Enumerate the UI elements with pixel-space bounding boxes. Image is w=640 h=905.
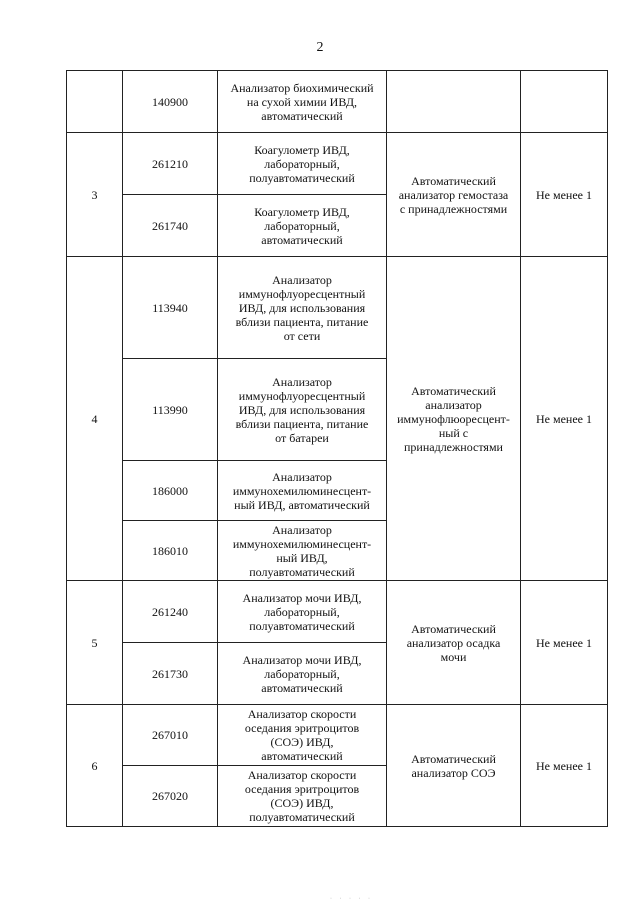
device-name-cell: Анализатор иммунохемилюминесцент- ный ИВД, автоматический (218, 461, 387, 521)
group-number-cell: 3 (67, 133, 123, 257)
code-cell: 140900 (123, 71, 218, 133)
table-row (67, 133, 608, 195)
quantity-cell (521, 71, 608, 133)
group-number-cell: 6 (67, 705, 123, 827)
category-cell (387, 71, 521, 133)
device-name-cell: Анализатор биохимический на сухой химии ИВД, автоматический (218, 71, 387, 133)
table-row (67, 257, 608, 359)
code-cell: 113990 (123, 359, 218, 461)
equipment-table (66, 70, 608, 827)
quantity-cell: Не менее 1 (521, 581, 608, 705)
device-name-cell: Анализатор скорости оседания эритроцитов (СОЭ) ИВД, полуавтоматический (218, 766, 387, 827)
group-number-cell (67, 71, 123, 133)
device-name-cell: Коагулометр ИВД, лабораторный, полуавтоматический (218, 133, 387, 195)
code-cell: 113940 (123, 257, 218, 359)
scan-artifact: · · · · · (330, 896, 373, 902)
code-cell: 267020 (123, 766, 218, 827)
code-cell: 261240 (123, 581, 218, 643)
table-row (67, 705, 608, 766)
code-cell: 186010 (123, 521, 218, 581)
code-cell: 267010 (123, 705, 218, 766)
quantity-cell: Не менее 1 (521, 257, 608, 581)
page-number: 2 (316, 40, 324, 55)
category-cell: Автоматический анализатор иммунофлюоресцент- ный с принадлежностями (387, 257, 521, 581)
device-name-cell: Коагулометр ИВД, лабораторный, автоматический (218, 195, 387, 257)
table-row (67, 581, 608, 643)
category-cell: Автоматический анализатор осадка мочи (387, 581, 521, 705)
device-name-cell: Анализатор иммунохемилюминесцент- ный ИВД, полуавтоматический (218, 521, 387, 581)
table-row (67, 71, 608, 133)
group-number-cell: 5 (67, 581, 123, 705)
device-name-cell: Анализатор скорости оседания эритроцитов (СОЭ) ИВД, автоматический (218, 705, 387, 766)
code-cell: 186000 (123, 461, 218, 521)
device-name-cell: Анализатор мочи ИВД, лабораторный, полуавтоматический (218, 581, 387, 643)
group-number-cell: 4 (67, 257, 123, 581)
category-cell: Автоматический анализатор гемостаза с принадлежностями (387, 133, 521, 257)
device-name-cell: Анализатор мочи ИВД, лабораторный, автоматический (218, 643, 387, 705)
category-cell: Автоматический анализатор СОЭ (387, 705, 521, 827)
code-cell: 261730 (123, 643, 218, 705)
quantity-cell: Не менее 1 (521, 133, 608, 257)
code-cell: 261210 (123, 133, 218, 195)
code-cell: 261740 (123, 195, 218, 257)
device-name-cell: Анализатор иммунофлуоресцентный ИВД, для использования вблизи пациента, питание от сети (218, 257, 387, 359)
device-name-cell: Анализатор иммунофлуоресцентный ИВД, для использования вблизи пациента, питание от батареи (218, 359, 387, 461)
quantity-cell: Не менее 1 (521, 705, 608, 827)
